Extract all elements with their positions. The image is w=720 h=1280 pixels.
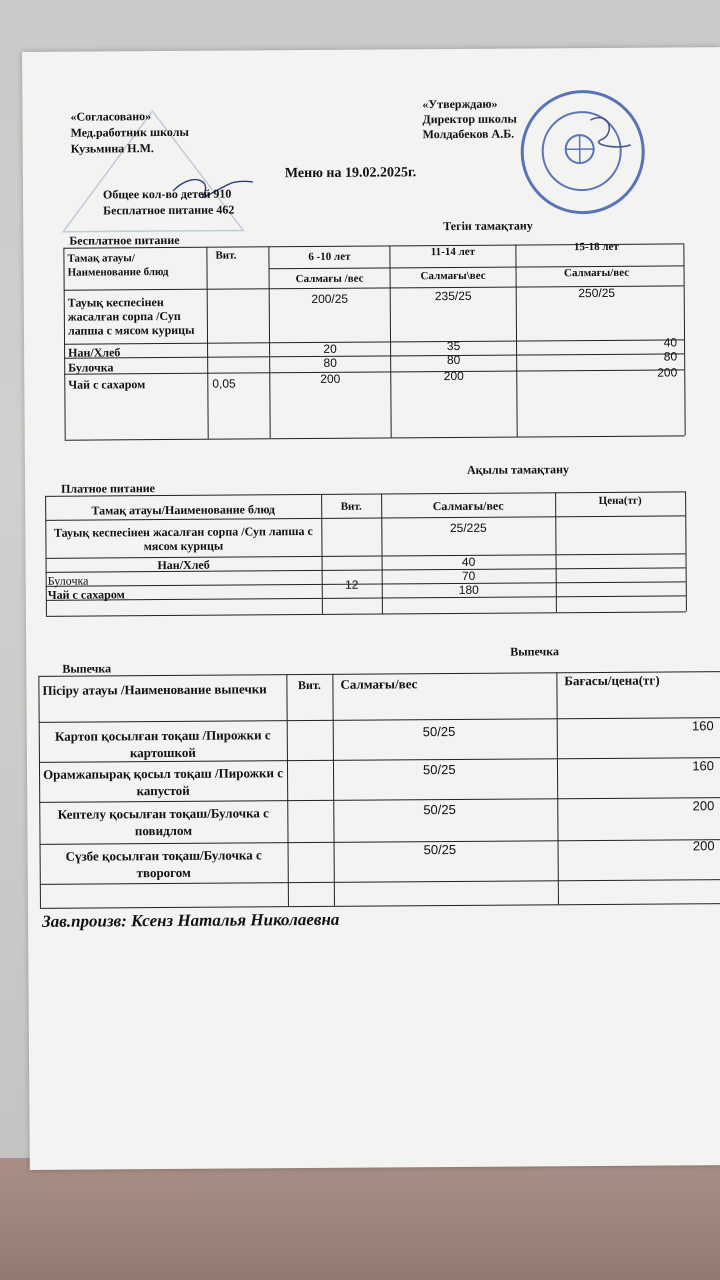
age-group-3: 15-18 лет [573,240,619,254]
free-row-dish: Чай с сахаром [68,377,146,392]
age-group-2: 11-14 лет [430,245,476,259]
paid-row-dish: Нан/Хлеб [157,557,210,573]
free-row-w1: 200/25 [311,291,349,306]
free-row-w3: 250/25 [578,285,616,301]
bakery-row-price: 160 [692,758,715,774]
weight-label-3: Салмағы/вес [563,266,630,280]
paid-row-vit: 12 [344,577,359,592]
bakery-row-name: Сүзбе қосылған тоқаш/Булочка с творогом [65,847,262,881]
paid-section-label: Платное питание [61,481,156,496]
free-row-w3: 200 [657,365,678,380]
director-name: Молдабеков А.Б. [422,126,515,142]
paid-col-dish: Тамақ атауы/Наименование блюд [91,502,276,518]
bakery-row-name: Картоп қосылған тоқаш /Пирожки с картошкой [54,727,271,761]
bakery-row-name: Орамжапырақ қосыл тоқаш /Пирожки с капустой [42,765,284,799]
bakery-col-weight: Салмағы/вес [340,676,418,692]
menu-document [22,47,720,1170]
paid-row-weight: 180 [458,582,479,597]
free-row-dish: Тауық кеспесінен жасалған сорпа /Суп лапша с мясом курицы [67,295,195,338]
free-row-w1: 20 [323,341,337,356]
paid-row-dish: Чай с сахаром [47,587,125,602]
free-row-w2: 200 [443,368,464,384]
free-row-w2: 235/25 [434,288,472,304]
weight-label-2: Салмағы\вес [420,269,486,283]
free-row-w2: 35 [446,338,461,354]
bakery-row-weight: 50/25 [423,841,457,858]
free-row-w3: 80 [663,349,678,364]
paid-col-vit: Вит. [340,500,362,513]
medic-name: Кузьмина Н.М. [70,141,154,156]
free-section-label: Бесплатное питание [69,232,180,248]
paid-row-weight: 70 [461,568,476,583]
bakery-section-label-kz: Выпечка [510,644,560,659]
approved-label: «Утверждаю» [422,96,498,112]
weight-label-1: Салмағы /вес [295,272,364,286]
chef-signature-line: Зав.произв: Ксенз Наталья Николаевна [42,909,340,931]
paid-row-weight: 25/225 [449,520,487,536]
free-row-w2: 80 [446,352,461,368]
bakery-row-name: Кептелу қосылған тоқаш/Булочка с повидлом [57,805,269,839]
paid-col-price: Цена(тг) [598,494,642,507]
free-section-label-kz: Тегін тамақтану [443,218,533,234]
free-row-w1: 200 [320,371,341,386]
free-row-vit: 0,05 [212,376,236,391]
free-meals-count: Бесплатное питание 462 [103,202,235,218]
bakery-row-weight: 50/25 [423,801,456,818]
bakery-row-price: 200 [692,798,715,814]
paid-row-dish: Тауық кеспесінен жасалған сорпа /Суп лапша с мясом курицы [53,523,313,554]
stamp-emblem-icon [520,90,639,209]
bakery-col-vit: Вит. [297,677,321,693]
agreed-label: «Согласовано» [70,109,152,124]
free-row-dish: Нан/Хлеб [68,345,121,360]
free-row-w1: 80 [323,355,337,370]
free-col-dish: Тамақ атауы/Наименование блюд [67,252,169,279]
paid-row-weight: 40 [461,554,476,569]
paid-row-dish: Булочка [47,573,89,588]
paid-col-weight: Салмағы/вес [432,498,504,514]
bakery-section-label: Выпечка [62,661,112,676]
bakery-row-price: 200 [692,838,715,854]
official-stamp [520,90,645,215]
age-group-1: 6 -10 лет [308,250,351,264]
bakery-col-name: Пісіру атауы /Наименование выпечки [42,681,267,698]
bakery-row-weight: 50/25 [422,723,456,740]
menu-title: Меню на 19.02.2025г. [284,165,417,182]
free-row-w3: 40 [663,335,678,350]
bakery-row-price: 160 [691,718,714,734]
medic-title: Мед.работник школы [70,124,189,140]
bakery-row-weight: 50/25 [422,761,456,778]
director-title: Директор школы [422,111,517,127]
table-surface [0,1158,720,1280]
paid-section-label-kz: Ақылы тамақтану [466,462,570,477]
bakery-col-price: Бағасы/цена(тг) [564,672,660,689]
free-col-vit: Вит. [215,249,237,262]
free-row-dish: Булочка [68,360,114,375]
total-children: Общее кол-во детей 910 [102,186,232,202]
